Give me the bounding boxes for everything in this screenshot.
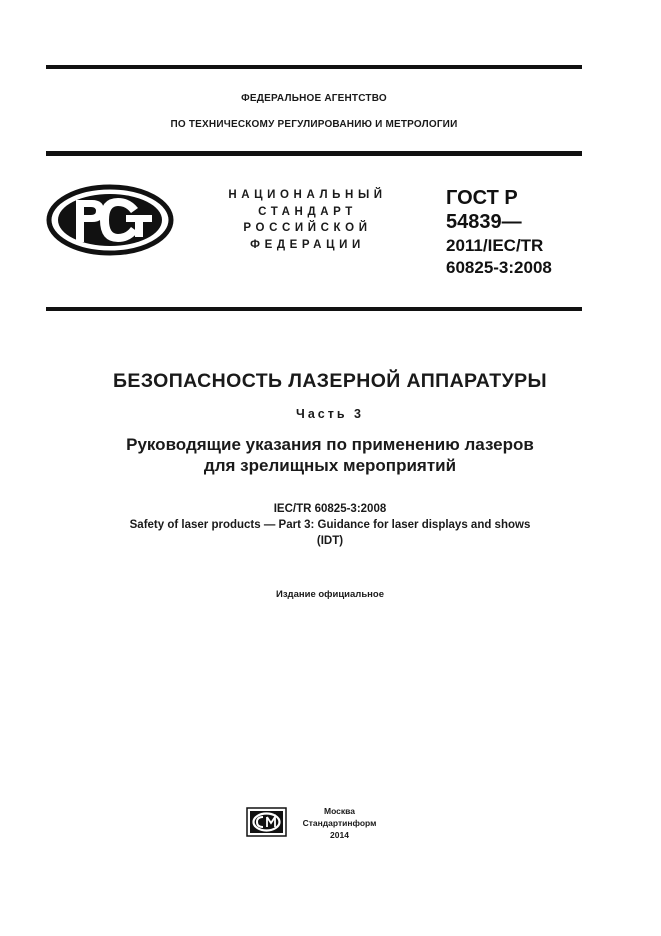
national-standard-line-3: РОССИЙСКОЙ bbox=[243, 222, 372, 234]
header-rule bbox=[46, 151, 582, 156]
publisher-name: Стандартинформ bbox=[302, 818, 377, 828]
designation-line-1: ГОСТ Р bbox=[446, 187, 518, 209]
publisher-block bbox=[292, 805, 387, 841]
rst-certification-logo-icon bbox=[46, 184, 174, 256]
publisher-city: Москва bbox=[324, 806, 355, 816]
edition-label: Издание официальное bbox=[276, 589, 384, 600]
national-standard-label bbox=[210, 187, 405, 253]
national-standard-line-2: СТАНДАРТ bbox=[258, 205, 357, 218]
agency-line-2: ПО ТЕХНИЧЕСКОМУ РЕГУЛИРОВАНИЮ И МЕТРОЛОГИИ bbox=[170, 119, 458, 130]
subtitle-line-2: для зрелищных мероприятий bbox=[203, 456, 457, 475]
top-rule bbox=[46, 65, 582, 69]
international-reference bbox=[30, 501, 630, 549]
designation-line-2: 54839— bbox=[446, 211, 522, 233]
publication-year: 2014 bbox=[330, 830, 349, 840]
national-standard-line-1: НАЦИОНАЛЬНЫЙ bbox=[228, 189, 387, 201]
section-rule bbox=[46, 307, 582, 311]
national-standard-line-4: ФЕДЕРАЦИИ bbox=[250, 238, 365, 251]
designation-line-4: 60825-3:2008 bbox=[446, 258, 552, 277]
standard-designation bbox=[446, 186, 552, 279]
document-subtitle bbox=[30, 434, 630, 476]
document-title: БЕЗОПАСНОСТЬ ЛАЗЕРНОЙ АППАРАТУРЫ bbox=[113, 370, 547, 392]
international-title: Safety of laser products — Part 3: Guidance for laser displays and shows bbox=[129, 519, 531, 531]
subtitle-line-1: Руководящие указания по применению лазеров bbox=[126, 435, 534, 454]
part-label: Часть 3 bbox=[296, 407, 364, 421]
designation-line-3: 2011/IEC/TR bbox=[446, 236, 544, 255]
international-degree: (IDT) bbox=[316, 535, 344, 547]
agency-line-1: ФЕДЕРАЛЬНОЕ АГЕНТСТВО bbox=[241, 93, 387, 104]
international-ref: IEC/TR 60825-3:2008 bbox=[273, 503, 387, 515]
standartinform-logo-icon bbox=[246, 807, 287, 837]
